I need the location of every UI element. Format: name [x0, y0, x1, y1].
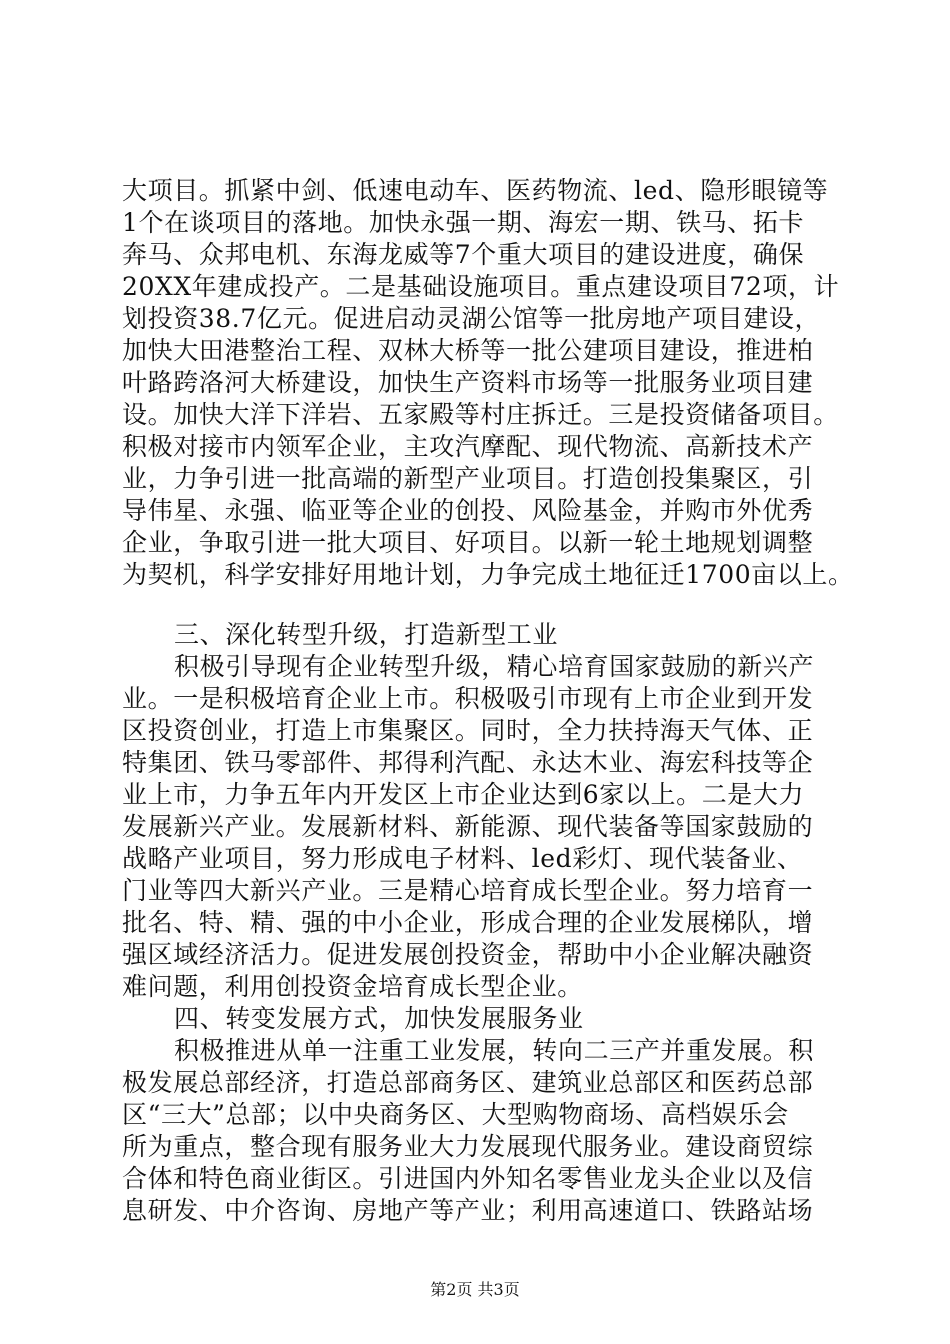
text-line: 加快大田港整治工程、双林大桥等一批公建项目建设，推进柏 — [122, 336, 814, 365]
text-line: 门业等四大新兴产业。三是精心培育成长型企业。努力培育一 — [122, 876, 814, 905]
section-heading-3: 三、深化转型升级，打造新型工业 — [174, 620, 559, 649]
text-line: 业，力争引进一批高端的新型产业项目。打造创投集聚区，引 — [122, 464, 814, 493]
text-line: 批名、特、精、强的中小企业，形成合理的企业发展梯队，增 — [122, 908, 814, 937]
text-line: 发展新兴产业。发展新材料、新能源、现代装备等国家鼓励的 — [122, 812, 814, 841]
text-line: 息研发、中介咨询、房地产等产业；利用高速道口、铁路站场 — [122, 1196, 814, 1225]
text-line: 业。一是积极培育企业上市。积极吸引市现有上市企业到开发 — [122, 684, 814, 713]
text-line: 为契机，科学安排好用地计划，力争完成土地征迁1700亩以上。 — [122, 560, 854, 589]
text-line: 积极引导现有企业转型升级，精心培育国家鼓励的新兴产 — [174, 652, 815, 681]
text-line: 合体和特色商业街区。引进国内外知名零售业龙头企业以及信 — [122, 1164, 814, 1193]
text-line: 积极对接市内领军企业，主攻汽摩配、现代物流、高新技术产 — [122, 432, 814, 461]
text-line: 积极推进从单一注重工业发展，转向二三产并重发展。积 — [174, 1036, 815, 1065]
text-line: 叶路跨洛河大桥建设，加快生产资料市场等一批服务业项目建 — [122, 368, 814, 397]
text-line: 20XX年建成投产。二是基础设施项目。重点建设项目72项，计 — [122, 272, 840, 301]
paragraph-gap — [122, 591, 832, 619]
paragraph-service-industry — [122, 1035, 832, 1227]
paragraph-major-projects — [122, 175, 854, 591]
text-line: 设。加快大洋下洋岩、五家殿等村庄拆迁。三是投资储备项目。 — [122, 400, 839, 429]
document-body — [122, 175, 854, 1227]
text-line: 奔马、众邦电机、东海龙威等7个重大项目的建设进度，确保 — [122, 240, 805, 269]
text-line: 特集团、铁马零部件、邦得利汽配、永达木业、海宏科技等企 — [122, 748, 814, 777]
text-line: 业上市，力争五年内开发区上市企业达到6家以上。二是大力 — [122, 780, 805, 809]
text-line: 划投资38.7亿元。促进启动灵湖公馆等一批房地产项目建设， — [122, 304, 821, 333]
text-line: 大项目。抓紧中剑、低速电动车、医药物流、led、隐形眼镜等 — [122, 176, 829, 205]
text-line: 企业，争取引进一批大项目、好项目。以新一轮土地规划调整 — [122, 528, 814, 557]
text-line: 区“三大”总部；以中央商务区、大型购物商场、高档娱乐会 — [122, 1100, 789, 1129]
text-line: 战略产业项目，努力形成电子材料、led彩灯、现代装备业、 — [122, 844, 803, 873]
text-line: 难问题，利用创投资金培育成长型企业。 — [122, 972, 583, 1001]
text-line: 所为重点，整合现有服务业大力发展现代服务业。建设商贸综 — [122, 1132, 814, 1161]
text-line: 强区域经济活力。促进发展创投资金，帮助中小企业解决融资 — [122, 940, 814, 969]
text-line: 导伟星、永强、临亚等企业的创投、风险基金，并购市外优秀 — [122, 496, 814, 525]
page-number-footer: 第2页 共3页 — [430, 1280, 520, 1299]
section-heading-4: 四、转变发展方式，加快发展服务业 — [174, 1004, 584, 1033]
text-line: 极发展总部经济，打造总部商务区、建筑业总部区和医药总部 — [122, 1068, 814, 1097]
paragraph-new-industry — [122, 651, 832, 1003]
text-line: 区投资创业，打造上市集聚区。同时，全力扶持海天气体、正 — [122, 716, 814, 745]
text-line: 1个在谈项目的落地。加快永强一期、海宏一期、铁马、拓卡 — [122, 208, 805, 237]
